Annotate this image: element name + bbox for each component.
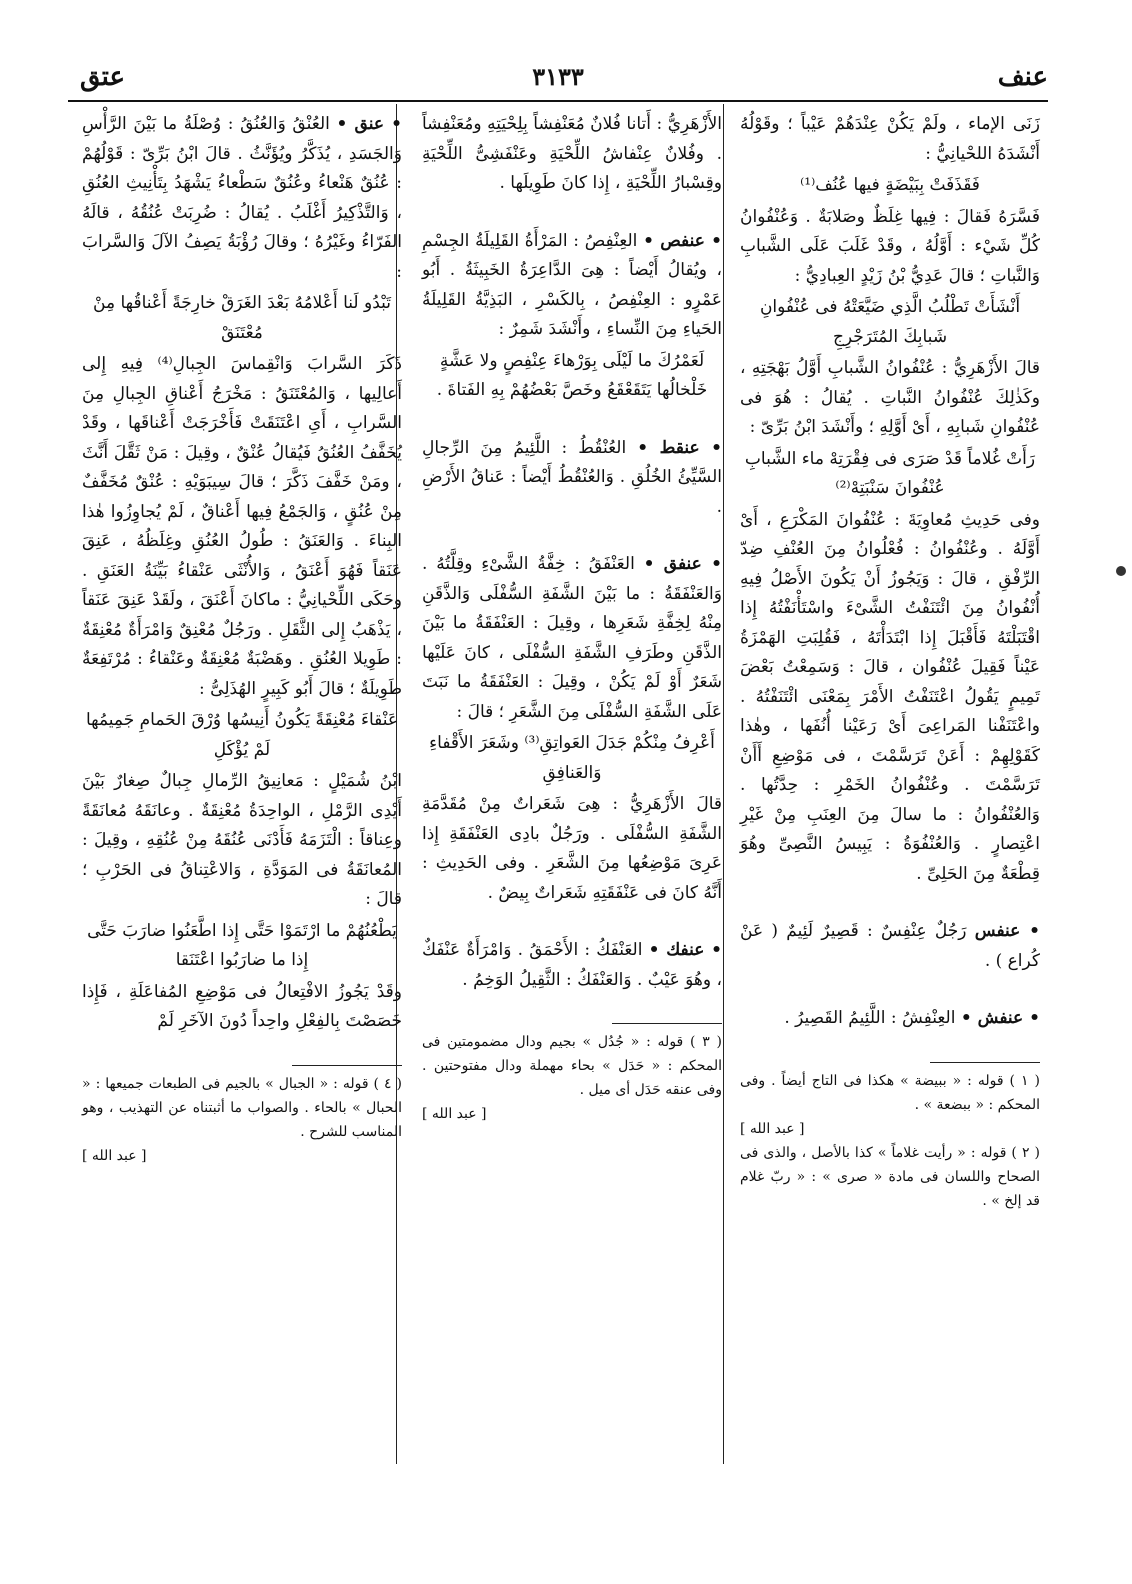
entry-text: قالَ الأَزْهَرِيُّ : عُنْفُوانُ الشَّبابِ أَوَّلُ بَهْجَتِهِ ، وكَذٰلِكَ عُنْفُوانُ النَّباتِ . يُقالُ : هُوَ فى عُنْفُوانِ شَبابِهِ ، أَىْ أَوَّلِهِ ؛ وأَنْشَدَ ابْنُ بَرِّىّ : — [740, 358, 1040, 437]
headword: • عنقط • — [637, 437, 723, 458]
verse: لَعَمْرُكَ ما لَيْلَى بِوَرْهاءَ عِنْفِصٍ ولا عَشَّةٍ خَلْخالُها يَتَقَعْقَعُ وخَصَّ بَعْضُهُمْ بِهِ الفَتاةَ . — [436, 350, 708, 400]
entry — [740, 917, 1040, 976]
footnote-text: ( ١ ) قوله : « ببيضة » هكذا فى التاج أيضاً . وفى المحكم : « ببضعة » . — [740, 1072, 1040, 1113]
column-divider — [723, 104, 724, 1464]
entry — [422, 434, 722, 523]
entry — [422, 227, 722, 406]
left-column — [82, 110, 402, 1168]
entry-text: رَجُلٌ عِنْفِسٌ : قَصِيرٌ لَئِيمٌ ( عَنْ كُراع ) . — [740, 921, 1040, 971]
entry-text: ذَكَرَ السَّرابَ وَانْقِماسَ الجِبالِ⁽⁴⁾ فِيهِ إِلى أَعالِيها ، وَالمُعْتَنَقُ : مَخْرَجُ أَعْناقِ الجِبالِ مِنَ السَّرابِ ، أَىِ اعْتَنَقَتْ فَأَخْرَجَتْ أَعْناقَها ، وقَدْ يُخَفَّفُ العُنُقُ فَيُقالُ عُنْقٌ ، وقِيلَ : مَنْ ثَقَّلَ أَنَّثَ ، ومَنْ خَفَّفَ ذَكَّرَ ؛ قالَ سِيبَوَيْهِ : عُنْقٌ مُخَفَّفٌ مِنْ عُنُقٍ ، وَالجَمْعُ فِيها أَعْناقٌ ، لَمْ يُجاوِزُوا هٰذا البِناءَ . وَالعَنَقُ : طُولُ العُنُقِ وغِلَظُهُ ، عَنِقَ عَنَقاً فَهُوَ أَعْنَقُ ، وَالأُنْثَى عَنْقاءُ بَيِّنَةُ العَنَقِ . وحَكَى اللِّحْيانِيُّ : ماكانَ أَعْنَقَ ، ولَقَدْ عَنِقَ عَنَقاً ، يَذْهَبُ إِلى الثَّقَلِ . ورَجُلٌ مُعْنِقٌ وَامْرَأَةٌ مُعْنِقَةٌ : طَوِيلا العُنُقِ . وهَضْبَةٌ مُعْنِقَةٌ وعَنْقاءُ : مُرْتَفِعَةٌ طَوِيلَةٌ ؛ قالَ أَبُو كَبِيرٍ الهُذَلِىُّ : — [82, 354, 402, 699]
page-number: ٣١٣٣ — [532, 62, 584, 91]
headword: • عنق • — [336, 114, 402, 134]
header-rule — [68, 100, 1048, 102]
entry-text: العَنْفَقُ : خِفَّةُ الشَّىْءِ وقِلَّتُهُ . وَالعَنْفَقَةُ : ما بَيْنَ الشَّفَةِ السُّفْلَى وَالذَّقَنِ مِنْهُ لِخِفَّةِ شَعَرِها ، وقِيلَ : العَنْفَقَةُ ما بَيْنَ الذَّقَنِ وطَرَفِ الشَّفَةِ السُّفْلَى ، كانَ عَلَيْها شَعَرٌ أَوْ لَمْ يَكُنْ ، وقِيلَ : العَنْفَقَةُ ما نَبَتَ عَلَى الشَّفَةِ السُّفْلَى مِنَ الشَّعَرِ ؛ قالَ : — [422, 554, 722, 722]
verse: تَبْدُو لَنا أَعْلامُهُ بَعْدَ الغَرَقْ خارِجَةً أَعْناقُها مِنْ مُعْتَنَقْ — [93, 293, 391, 343]
verse: أَنْشَأَتْ تَطْلُبُ الَّذِي ضَيَّعَتْهُ فى عُنْفُوانِ شَبابِكَ المُتَرَجْرِجِ — [759, 297, 1021, 347]
middle-column — [422, 110, 722, 1126]
footnote-text: ( ٣ ) قوله : « جُدُل » بجيم ودال مضمومتين فى المحكم : « حَدَل » بحاء مهملة ودال مفتوحتين . وفى عنقه حَدَل أى ميل . — [422, 1034, 722, 1098]
entry — [422, 110, 722, 199]
entry-text: وقَدْ يَجُوزُ الافْتِعالُ فى مَوْضِعِ المُفاعَلَةِ ، فَإِذا خَصَصْتَ بِالفِعْلِ واحِداً دُونَ الآخَرِ لَمْ — [82, 981, 402, 1031]
footnote-signature: [ عبد الله ] — [82, 1147, 147, 1164]
entry — [82, 110, 402, 1037]
footnote-text: ( ٢ ) قوله : « رأيت غلاماً » كذا بالأصل ، والذى فى الصحاح واللسان فى مادة « صرى » : « ربّ غلام قد إلخ » . — [740, 1144, 1040, 1209]
headword: • عنفس — [974, 921, 1041, 941]
headword: • عنفص • — [643, 230, 722, 251]
headword: • عنفش • — [960, 1008, 1040, 1028]
entry-text: العِنْفِصُ : المَرْأَةُ القَلِيلَةُ الجِسْمِ ، ويُقالُ أَيْضاً : هِىَ الدَّاعِرَةُ الخَبِيثَةُ . أَبُو عَمْرٍو : العِنْفِصُ ، بِالكَسْرِ ، البَذِيَّةُ القَلِيلَةُ الحَياءِ مِنَ النِّساءِ ، وأَنْشَدَ شَمِرٌ : — [422, 230, 722, 339]
entry-text: العُنْقُ وَالعُنُقُ : وُصْلَةُ ما بَيْنَ الرَّأْسِ وَالجَسَدِ ، يُذَكَّرُ ويُؤَنَّثُ . قالَ ابْنُ بَرِّىّ : قَوْلُهُمْ : عُنُقٌ هَنْعاءُ وعُنُقٌ سَطْعاءُ يَشْهَدُ بِتَأْنِيثِ العُنُقِ ، وَالتَّذْكِيرُ أَغْلَبُ . يُقالُ : ضُرِبَتْ عُنُقُهُ ، قالَهُ الفَرّاءُ وغَيْرُهُ ؛ وقالَ رُؤْبَةُ يَصِفُ الآلَ وَالسَّرابَ : — [82, 114, 402, 282]
entry-text: قالَ الأَزْهَرِيُّ : هِىَ شَعَراتٌ مِنْ مُقَدَّمَةِ الشَّفَةِ السُّفْلَى . ورَجُلٌ بادِى العَنْفَقَةِ إِذا عَرِىَ مَوْضِعُها مِنَ الشَّعَرِ . وفى الحَدِيثِ : أَنَّهُ كانَ فى عَنْفَقَتِهِ شَعَراتٌ بِيضٌ . — [422, 794, 722, 903]
footnote-signature: [ عبد الله ] — [740, 1120, 805, 1137]
entry-text: الأَزْهَرِيُّ : أَتانا فُلانٌ مُعَنْفِشاً بِلِحْيَتِهِ ومُعَنْفِشاً . وفُلانٌ عِنْفاشُ اللِّحْيَةِ وعَنْفَشِىُّ اللِّحْيَةِ وقِسْبارُ اللِّحْيَةِ ، إِذا كانَ طَوِيلَها . — [422, 114, 722, 193]
entry-text: العُنْقُطُ : اللَّئِيمُ مِنَ الرِّجالِ السَّيِّئُ الخُلُقِ . وَالعُنْقُطُ أَيْضاً : عَناقُ الأَرْضِ . — [422, 437, 722, 517]
entry — [422, 936, 722, 995]
entry-text: العَنْفَكُ : الأَحْمَقُ . وَامْرَأَةٌ عَنْفَكٌ ، وهُوَ عَيْبٌ . وَالعَنْفَكُ : الثَّقِيلُ الوَخِمُ . — [422, 940, 722, 990]
header-left-word: عتق — [80, 62, 126, 92]
verse: رَأَتْ غُلاماً قَدْ صَرَى فى فِقْرَتِهْ ماء الشَّبابِ عُنْفُوانَ سَنْبَتِهْ⁽²⁾ — [744, 448, 1036, 498]
headword: • عنفق • — [643, 554, 722, 574]
right-column — [740, 110, 1040, 1213]
entry-text: العِنْفِشُ : اللَّئِيمُ القَصِيرُ . — [784, 1008, 956, 1028]
verse: يَطْعُنُهُمْ ما ارْتَمَوْا حَتَّى إِذا اطَّعَنُوا ضارَبَ حَتَّى إِذا ما ضارَبُوا اعْتَنَقا — [87, 920, 397, 970]
entry — [740, 110, 1040, 889]
footnote-rule — [930, 1062, 1040, 1063]
entry-text: زَنَى الإماء ، ولَمْ يَكُنْ عِنْدَهُمْ عَيْباً ؛ وقَوْلُهُ أَنْشَدَهُ اللحْيانِيُّ : — [740, 114, 1040, 164]
header-right-word: عنف — [997, 62, 1048, 92]
footnote-rule — [292, 1065, 402, 1066]
footnote — [422, 1030, 722, 1126]
footnote-rule — [612, 1023, 722, 1024]
footnote-text: ( ٤ ) قوله : « الجبال » بالجيم فى الطبعات جميعها : « الحبال » بالحاء . والصواب ما أثبتناه عن التهذيب ، وهو المناسب للشرح . — [82, 1075, 402, 1140]
headword: • عنفك • — [648, 940, 723, 960]
entry — [740, 1004, 1040, 1034]
entry-text: وفى حَدِيثِ مُعاوِيَةَ : عُنْفُوانَ المَكْرَعِ ، أَىْ أَوَّلَهُ . وعُنْفُوانُ : فُعْلُوانُ مِنَ العُنْفِ ضِدّ الرِّفْقِ ، قالَ : وَيَجُوزُ أَنْ يَكُونَ الأَصْلُ فِيهِ أُنْفُوانُ مِنَ ائْتَنَفْتُ الشَّىْءَ واسْتَأْنَفْتُهُ إِذا اقْتَبَلْتَهُ فَأَقْبَلَ إِذا ابْتَدَأْتَهُ ، فَقُلِبَتِ الهَمْزَةُ عَيْناً فَقِيلَ عُنْفُوان ، قالَ : وَسَمِعْتُ بَعْضَ تَمِيمٍ يَقُولُ اعْتَنَفْتُ الأَمْرَ بِمَعْنَى ائْتَنَفْتُهُ . واعْتَنَفْنا المَراعِىَ أَىْ رَعَيْنا أُنُفَها ، وهٰذا كَقَوْلِهِمْ : أَعَنْ تَرَسَّمْتَ ، فى مَوْضِعِ أَأَنْ تَرَسَّمْتَ . وعُنْفُوانُ الخَمْرِ : حِدَّتُها . وَالعُنْفُوانُ : ما سالَ مِنَ العِنَبِ مِنْ غَيْرِ اعْتِصارٍ . وَالعُنْفُوَةُ : يَبِيسُ النَّصِىِّ وهُوَ قِطْعَةٌ مِنَ الحَلِىِّ . — [740, 509, 1040, 884]
footnote-signature: [ عبد الله ] — [422, 1106, 487, 1122]
entry-text: ابْنُ شُمَيْلٍ : مَعانِيقُ الرِّمالِ جِبالٌ صِغارٌ بَيْنَ أَيْدِى الرَّمْلِ ، الواحِدَةُ مُعْنِقَةٌ . وعانَقَهُ مُعانَقَةً وعِناقاً : الْتَزَمَهُ فَأَدْنَى عُنُقَهُ مِنْ عُنُقِهِ ، وقِيلَ : المُعانَقَةُ فى المَوَدَّةِ ، وَالاعْتِناقُ فى الحَرْبِ ؛ قالَ : — [82, 771, 402, 909]
footnote — [82, 1072, 402, 1168]
entry — [422, 550, 722, 908]
footnote — [740, 1141, 1040, 1213]
page-header — [68, 62, 1048, 98]
entry-text: فَسَّرَهُ فَقالَ : فِيها غِلَظٌ وصَلابَةٌ . وَعُنْفُوانُ كُلِّ شَيْء : أَوَّلُهُ ، وقَدْ غَلَبَ عَلَى الشَّبابِ وَالنَّباتِ ؛ قالَ عَدِيُّ بْنُ زَيْدٍ العِبادِيُّ : — [740, 206, 1040, 286]
footnote — [740, 1069, 1040, 1141]
verse: فَقَذَفَتْ بِبَيْضَةٍ فيها عُنُف⁽¹⁾ — [800, 175, 980, 195]
verse: أَعْرِفُ مِنْكُمْ جَدَلَ العَواتِقِ⁽³⁾ وشَعَرَ الأَقْفاءِ وَالعَنافِقِ — [429, 733, 715, 783]
verse: عَنْقاءَ مُعْنِقَةً يَكُونُ أَنِيسُها وُرْقَ الحَمامِ جَمِيمُها لَمْ يُؤْكَلِ — [85, 710, 399, 760]
margin-dot — [1116, 566, 1126, 576]
